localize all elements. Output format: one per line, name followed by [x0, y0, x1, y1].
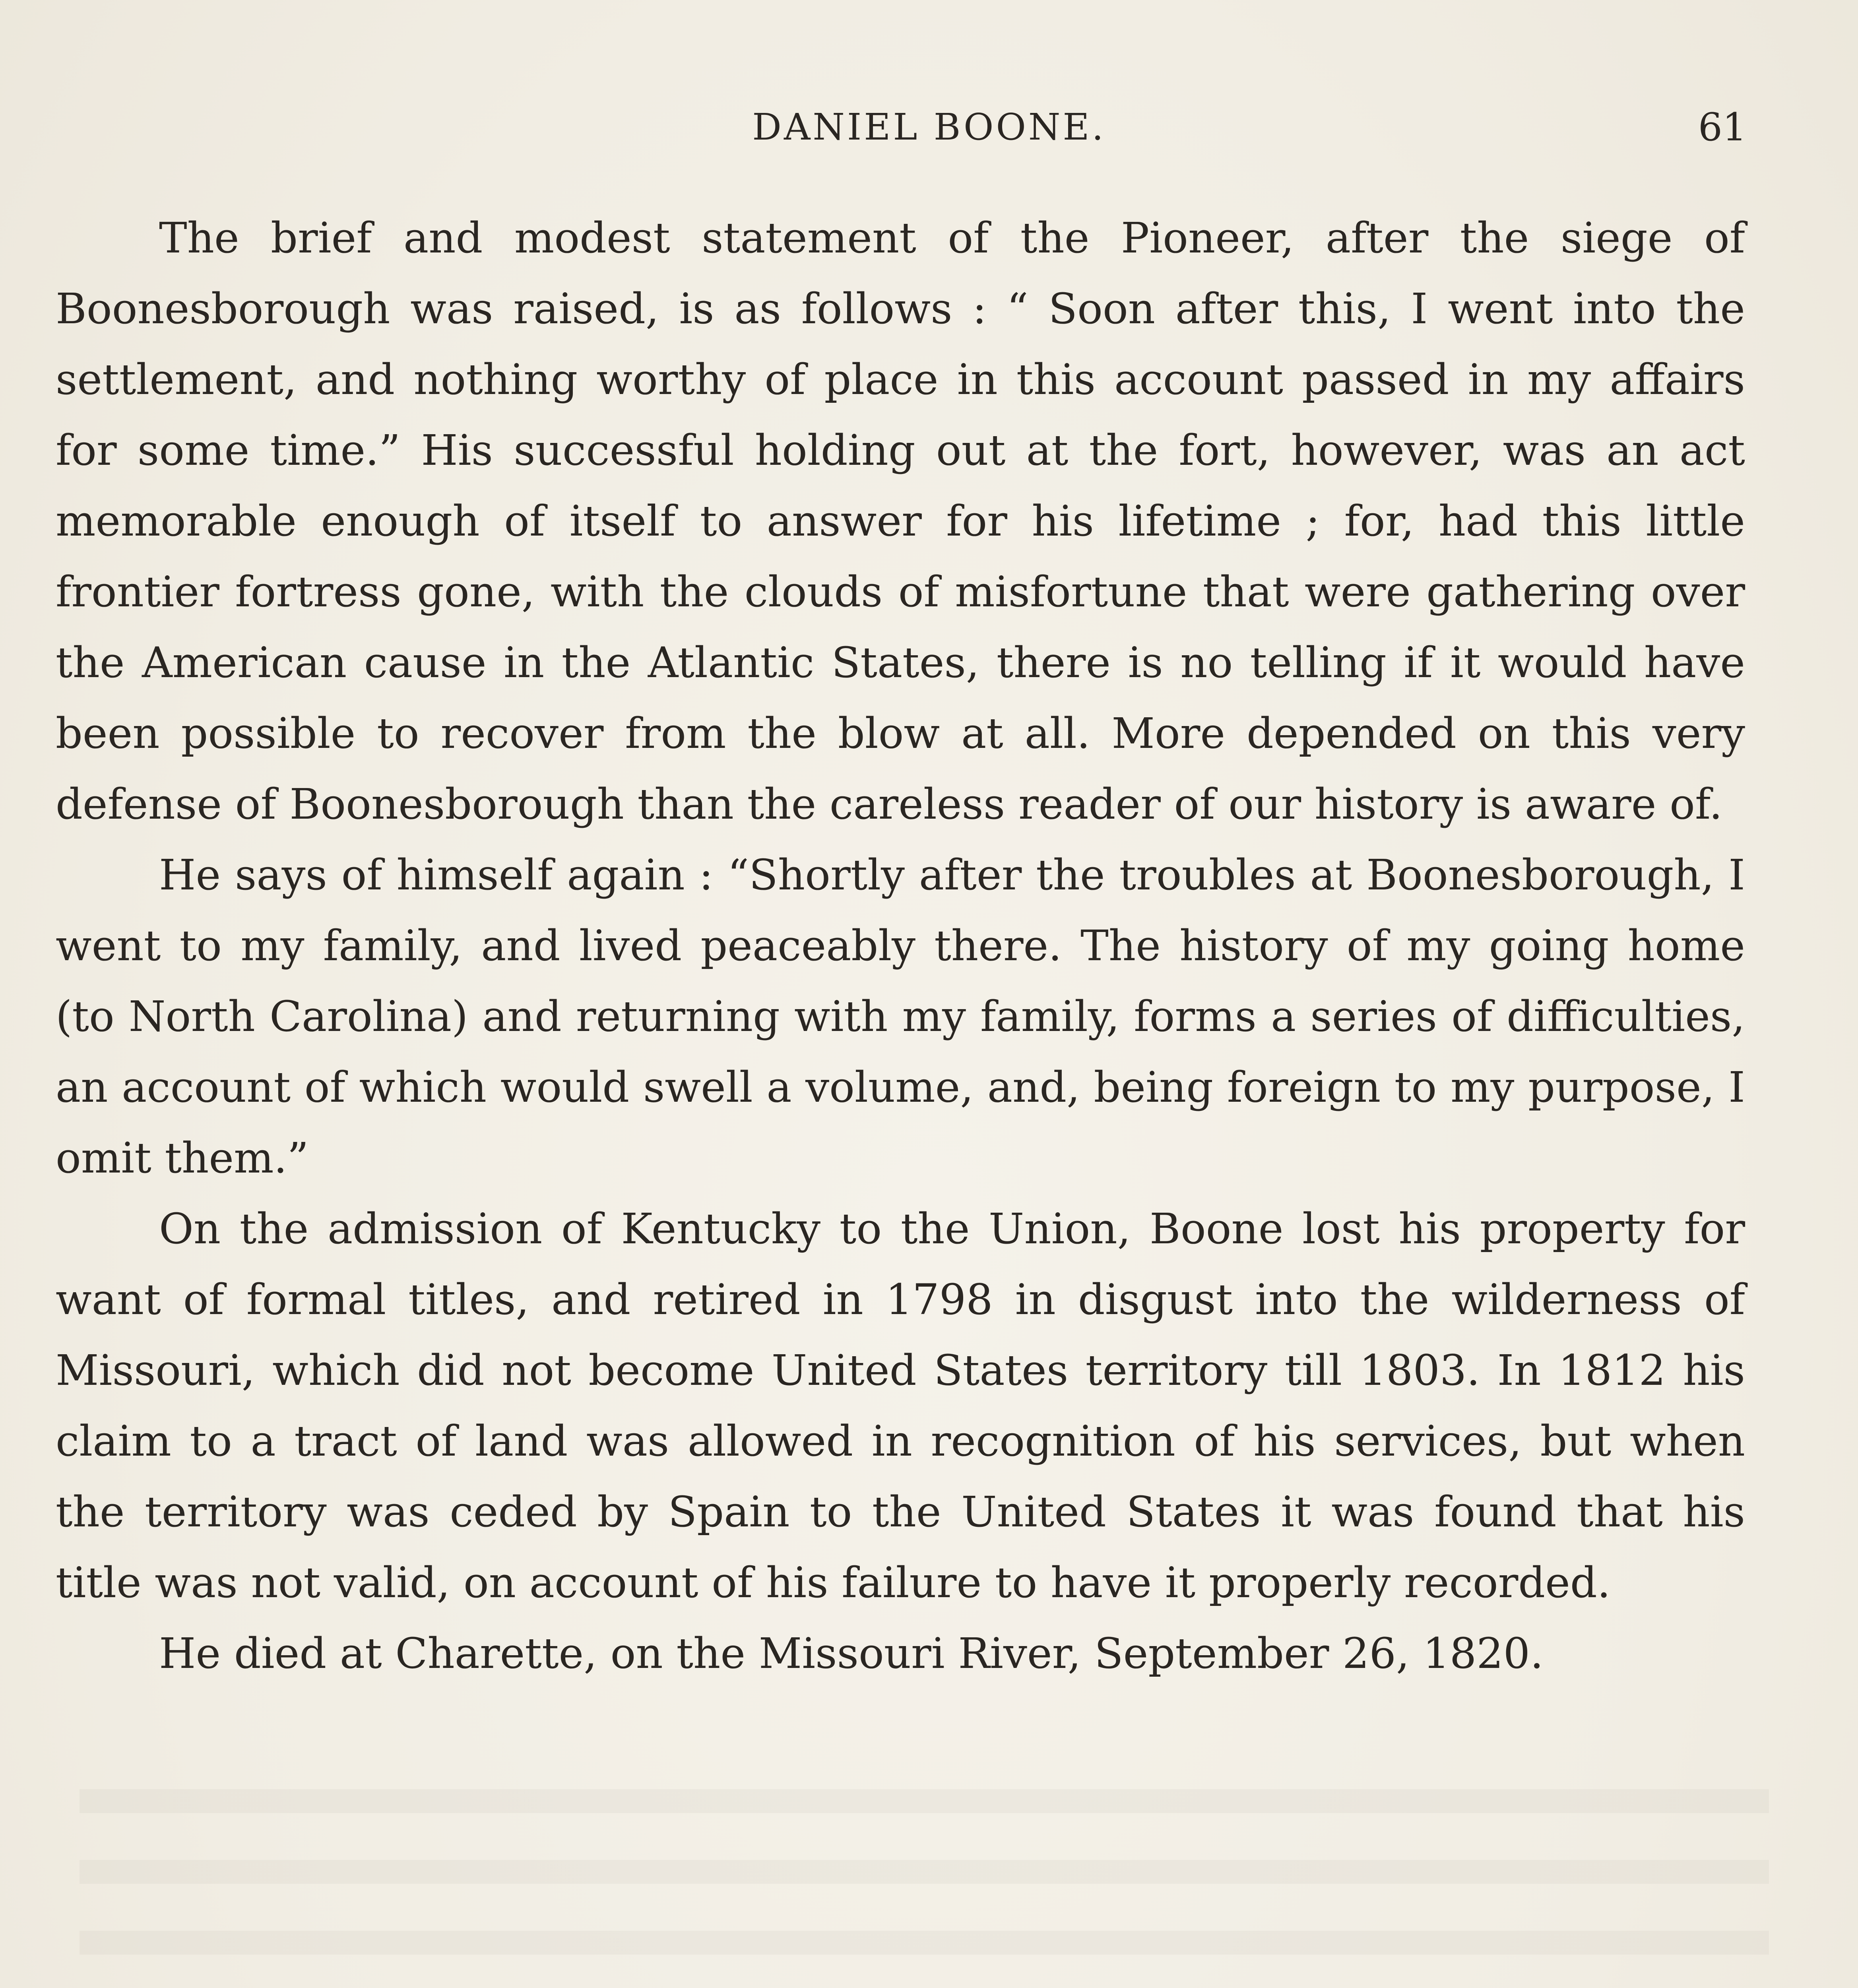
- paragraph: On the admission of Kentucky to the Union, Boone lost his property for want of formal titles, and retired in 1798 in disgust into the wilderness of Missouri, which did not become United States territory till 1803. In 1812 his claim to a tract of land was allowed in recognition of his services, but when the territory was ceded by Spain to the United States it was found that his title was not valid, on account of his failure to have it properly recorded.: [56, 1204, 1745, 1607]
- running-head: [0, 99, 1858, 155]
- paragraph: He died at Charette, on the Missouri River, September 26, 1820.: [159, 1629, 1544, 1678]
- body-text: [56, 203, 1745, 1689]
- paragraph: The brief and modest statement of the Pioneer, after the siege of Boonesborough was raised, is as follows : “ Soon after this, I went into the settlement, and nothing worthy of place in this account passed in my affairs for some time.” His successful holding out at the fort, however, was an act memorable enough of itself to answer for his lifetime ; for, had this little frontier fortress gone, with the clouds of misfortune that were gathering over the American cause in the Atlantic States, there is no telling if it would have been possible to recover from the blow at all. More depended on this very defense of Boonesborough than the careless reader of our history is aware of.: [56, 214, 1745, 829]
- paragraph: He says of himself again : “Shortly after the troubles at Boonesborough, I went to my family, and lived peaceably there. The history of my going home (to North Carolina) and returning with my family, forms a series of difficulties, an account of which would swell a volume, and, being foreign to my purpose, I omit them.”: [56, 850, 1745, 1182]
- page-number: 61: [1698, 105, 1747, 149]
- running-title: DANIEL BOONE.: [752, 106, 1106, 148]
- show-through-bleed: [80, 1789, 1769, 1988]
